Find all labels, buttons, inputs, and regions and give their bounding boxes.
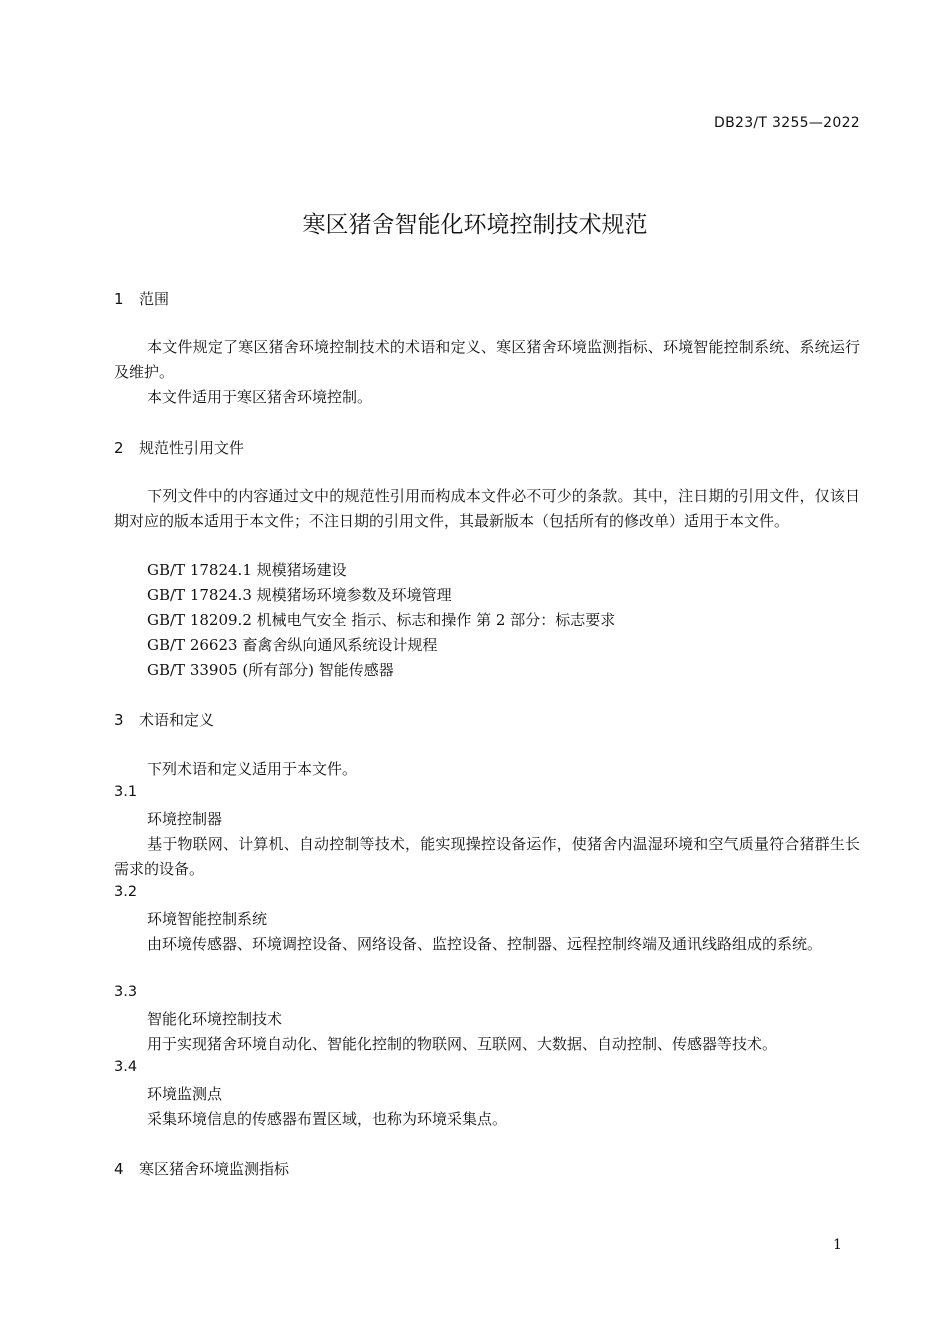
definition-text: 用于实现猪舍环境自动化、智能化控制的物联网、互联网、大数据、自动控制、传感器等技术。 <box>147 1035 778 1053</box>
definition-text: 基于物联网、计算机、自动控制等技术，能实现操控设备运作，使猪舍内温湿环境和空气质量符合猪群生长需求的设备。 <box>114 835 860 878</box>
standard-number: DB23/T 3255—2022 <box>714 115 860 131</box>
term-definition <box>114 832 860 882</box>
term-name: 智能化环境控制技术 <box>147 1010 283 1028</box>
definition-text: 由环境传感器、环境调控设备、网络设备、监控设备、控制器、远程控制终端及通讯线路组成的系统。 <box>147 935 823 953</box>
section-title: 规范性引用文件 <box>139 439 245 457</box>
section-title: 寒区猪舍环境监测指标 <box>139 1160 290 1178</box>
section-title: 术语和定义 <box>139 711 215 729</box>
terms-intro: 下列术语和定义适用于本文件。 <box>147 760 358 778</box>
section-heading <box>114 288 169 309</box>
section-number: 2 <box>114 439 124 457</box>
clause-number: 3.3 <box>114 984 138 1000</box>
section-heading <box>114 437 244 458</box>
section-title: 范围 <box>139 290 170 308</box>
reference-item: GB/T 26623 畜禽舍纵向通风系统设计规程 <box>147 636 438 654</box>
term-name: 环境智能控制系统 <box>147 910 268 928</box>
section-number: 3 <box>114 711 124 729</box>
reference-item: GB/T 18209.2 机械电气安全 指示、标志和操作 第 2 部分：标志要求 <box>147 611 616 629</box>
reference-item: GB/T 17824.3 规模猪场环境参数及环境管理 <box>147 586 452 604</box>
section-number: 1 <box>114 290 124 308</box>
reference-item: GB/T 33905 (所有部分) 智能传感器 <box>147 661 394 679</box>
term-name: 环境控制器 <box>147 810 223 828</box>
term-name: 环境监测点 <box>147 1085 223 1103</box>
section-heading <box>114 709 214 730</box>
clause-number: 3.2 <box>114 884 138 900</box>
term-definition <box>114 1107 860 1132</box>
clause-number: 3.1 <box>114 784 138 800</box>
term-definition <box>114 1032 860 1057</box>
paragraph <box>114 484 860 534</box>
reference-item: GB/T 17824.1 规模猪场建设 <box>147 561 347 579</box>
paragraph <box>114 385 860 410</box>
page-number: 1 <box>833 1237 842 1253</box>
section-heading <box>114 1158 289 1179</box>
document-title: 寒区猪舍智能化环境控制技术规范 <box>302 212 648 238</box>
paragraph-text: 下列文件中的内容通过文中的规范性引用而构成本文件必不可少的条款。其中，注日期的引用文件，仅该日期对应的版本适用于本文件；不注日期的引用文件，其最新版本（包括所有的修改单）适用于本文件。 <box>114 487 860 530</box>
paragraph-text: 本文件适用于寒区猪舍环境控制。 <box>147 388 373 406</box>
paragraph <box>114 335 860 385</box>
section-number: 4 <box>114 1160 124 1178</box>
clause-number: 3.4 <box>114 1059 138 1075</box>
term-definition <box>114 932 860 957</box>
definition-text: 采集环境信息的传感器布置区域，也称为环境采集点。 <box>147 1110 508 1128</box>
paragraph-text: 本文件规定了寒区猪舍环境控制技术的术语和定义、寒区猪舍环境监测指标、环境智能控制系统、系统运行及维护。 <box>114 338 860 381</box>
